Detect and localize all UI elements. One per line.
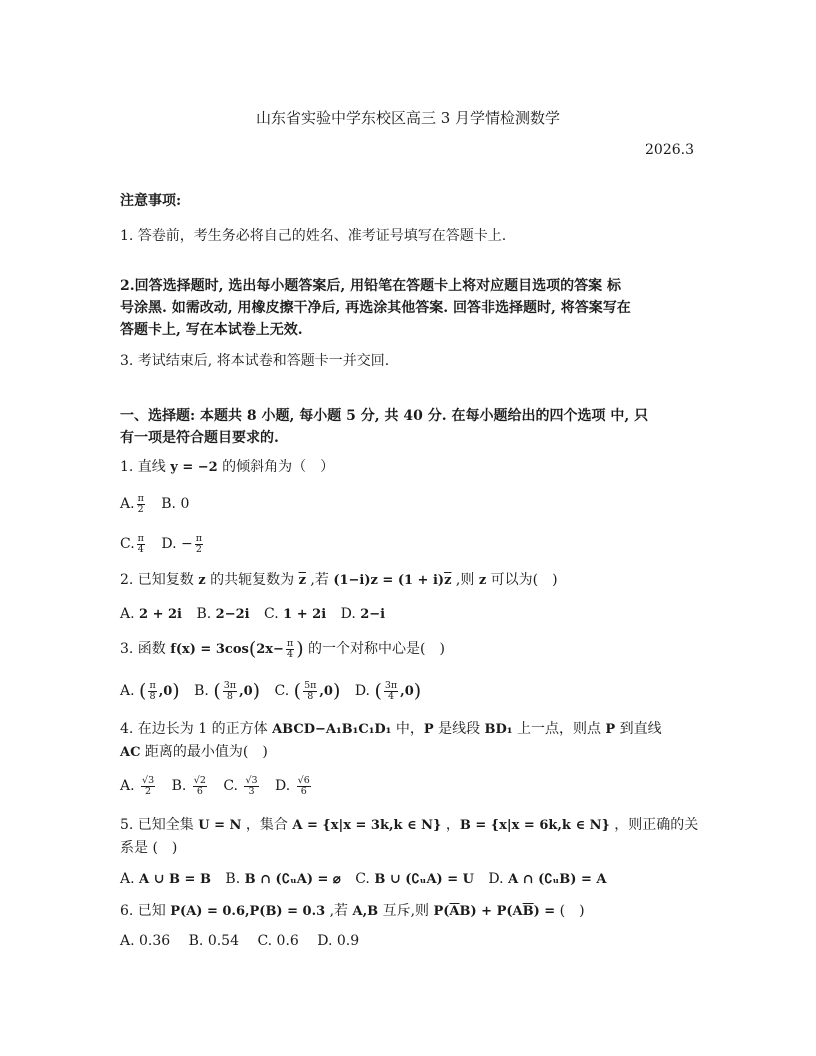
q4-option-c-denominator: 3 — [248, 785, 255, 797]
q4-point-p: P — [423, 722, 434, 737]
q5-option-d-label: D. — [488, 871, 509, 887]
q5-option-c-value: B ∪ (∁ᵤA) = U — [374, 872, 474, 887]
q4-point-p-2: P — [605, 722, 616, 737]
q4-option-b-numerator: √2 — [193, 774, 206, 786]
q3-function-denominator: 4 — [287, 648, 294, 660]
q4-line-2 — [120, 741, 700, 764]
section-heading-line-1: 一、选择题: 本题共 8 小题, 每小题 5 分, 共 40 分. 在每小题给出的四个选项 中, 只 — [120, 408, 649, 424]
q4-options — [120, 775, 700, 797]
q6-expr-part-1: P( — [433, 904, 450, 919]
q3-options: A. ( $\frac{\pi}{8}$ ,0) B. ( $\frac{3\pi}{8}$ ,0) C. ( $\frac{5\pi}{8}$ ,0) D. ( $\frac{3\pi}{4}$ ,0) — [120, 679, 422, 702]
q2-option-d-value: 2−i — [360, 607, 386, 622]
q4-option-d-label: D. — [275, 778, 295, 794]
q5-option-a-value: A ∪ B = B — [139, 872, 211, 887]
q5-options — [120, 868, 700, 891]
q6-expr-part-3: ) = — [533, 904, 556, 919]
note-item-3: 3. 考试结束后, 将本试卷和答题卡一并交回. — [120, 353, 390, 369]
q3-option-a-denominator: 8 — [149, 690, 156, 702]
q6-text-4: ( ) — [555, 903, 585, 919]
q4-option-d-numerator: √6 — [297, 774, 310, 786]
q6-expr-part-2: B) + P(A — [459, 904, 523, 919]
q2-z-2: z — [478, 573, 487, 588]
q1-option-a-label: A. — [120, 496, 135, 512]
q5-option-b-label: B. — [225, 871, 245, 887]
q5-text-4: ，则正确的关 — [609, 817, 699, 833]
q1-option-c-fraction — [137, 534, 145, 555]
q2-option-c-label: C. — [264, 606, 284, 622]
q4-option-c-numerator: √3 — [245, 774, 258, 786]
q4-text-6: 距离的最小值为( ) — [140, 744, 268, 760]
q2-option-c-value: 1 + 2i — [283, 607, 327, 622]
q3-option-c-tail: ,0 — [319, 684, 333, 699]
q2-option-b-label: B. — [196, 606, 216, 622]
q2-text-2: 的共轭复数为 — [205, 572, 299, 588]
q4-option-c-fraction — [244, 776, 258, 797]
question-2 — [120, 569, 700, 592]
q1-option-d-denominator: 2 — [195, 543, 202, 555]
q6-probabilities: P(A) = 0.6,P(B) = 0.3 — [170, 904, 326, 919]
q2-option-a-label: A. — [120, 606, 140, 622]
q3-option-b-label: B. — [194, 683, 214, 699]
q1-option-a-numerator: π — [137, 492, 144, 504]
q2-z: z — [198, 573, 206, 588]
q6-text-2: ,若 — [325, 903, 353, 919]
q2-text-1: 2. 已知复数 — [120, 572, 199, 588]
q1-option-c-label: C. — [120, 536, 135, 552]
q2-text-3: ,若 — [305, 572, 334, 588]
exam-date: 2026.3 — [645, 142, 694, 158]
q3-text-post: 的一个对称中心是( ) — [303, 641, 445, 657]
q3-option-b-denominator: 8 — [226, 690, 233, 702]
q6-text-1: 6. 已知 — [120, 903, 171, 919]
q3-option-c-fraction — [303, 681, 317, 702]
q3-option-b-fraction — [223, 681, 237, 702]
q6-expr-a-bar: $\overline{A}$ — [449, 904, 460, 919]
q6-options: A. 0.36 B. 0.54 C. 0.6 D. 0.9 — [120, 933, 360, 949]
q4-option-b-denominator: 6 — [196, 785, 203, 797]
q3-option-d-label: D. — [354, 683, 375, 699]
q3-function-fraction — [286, 639, 294, 660]
q3-option-b-tail: ,0 — [239, 684, 253, 699]
q5-option-b-value: B ∩ (∁ᵤA) = ⌀ — [244, 872, 341, 887]
note-item-1: 1. 答卷前，考生务必将自己的姓名、准考证号填写在答题卡上. — [120, 228, 507, 244]
q3-right-paren: ) — [296, 638, 304, 660]
q5-set-a: A = {x|x = 3k,k ∈ N} — [292, 818, 442, 833]
q2-option-b-value: 2−2i — [215, 607, 250, 622]
q3-option-c-numerator: 5π — [304, 679, 317, 691]
q1-option-a-denominator: 2 — [137, 503, 144, 515]
q4-text-2: 中， — [391, 721, 424, 737]
section-heading-line-2: 有一项是符合题目要求的. — [120, 430, 279, 446]
note-item-2 — [120, 275, 700, 341]
q5-set-b: B = {x|x = 6k,k ∈ N} — [459, 818, 610, 833]
q4-text-4: 上一点，则点 — [512, 721, 606, 737]
q1-options-row-2 — [120, 533, 700, 555]
q4-option-a-denominator: 2 — [145, 785, 152, 797]
q3-function-numerator: π — [286, 637, 294, 649]
q1-option-d-numerator: π — [195, 532, 202, 544]
q4-option-c-label: C. — [223, 778, 243, 794]
q2-equation-left: (1−i)z = (1 + i) — [333, 573, 445, 588]
q3-option-d-numerator: 3π — [384, 679, 398, 691]
q5-text-3: ， — [441, 817, 460, 833]
q3-text-pre: 3. 函数 — [120, 641, 171, 657]
q6-events: A,B — [352, 904, 379, 919]
question-4 — [120, 718, 700, 764]
q2-text-5: 可以为( ) — [486, 572, 558, 588]
q2-text-4: ,则 — [451, 572, 479, 588]
exam-title: 山东省实验中学东校区高三 3 月学情检测数学 — [255, 109, 561, 127]
q3-option-a-numerator: π — [149, 679, 156, 691]
q4-line-1 — [120, 718, 700, 741]
q6-text-3: 互斥,则 — [378, 903, 434, 919]
q1-option-c-denominator: 4 — [137, 543, 144, 555]
q3-option-d-denominator: 4 — [388, 690, 395, 702]
q4-option-d-denominator: 6 — [300, 785, 307, 797]
q4-text-1: 4. 在边长为 1 的正方体 — [120, 721, 273, 737]
q3-option-a-label: A. — [120, 683, 140, 699]
q4-text-3: 是线段 — [433, 721, 485, 737]
q5-option-a-label: A. — [120, 871, 140, 887]
q2-option-d-label: D. — [340, 606, 361, 622]
q3-option-b-numerator: 3π — [223, 679, 237, 691]
q4-option-a-numerator: √3 — [142, 774, 155, 786]
q4-text-5: 到直线 — [615, 721, 662, 737]
q1-text-post: 的倾斜角为（ ） — [217, 459, 335, 475]
q5-option-c-label: C. — [355, 871, 375, 887]
q3-option-a-fraction — [148, 681, 156, 702]
q1-option-b: B. 0 — [161, 496, 190, 512]
q2-equation-z-conjugate: $\overline{z}$ — [444, 573, 452, 588]
q5-universal-set: U = N — [198, 818, 242, 833]
question-5 — [120, 814, 700, 859]
question-3 — [120, 638, 700, 661]
q3-option-c-label: C. — [274, 683, 294, 699]
q3-function-head: f(x) = 3cos — [170, 642, 249, 657]
q3-option-d-tail: ,0 — [400, 684, 414, 699]
q1-text-pre: 1. 直线 — [120, 459, 171, 475]
q2-z-conjugate: $\overline{z}$ — [298, 573, 306, 588]
q4-option-a-fraction — [141, 776, 155, 797]
q3-option-d-fraction — [384, 681, 398, 702]
q3-left-paren: ( — [248, 638, 257, 660]
q4-option-b-label: B. — [171, 778, 191, 794]
q1-option-c-numerator: π — [137, 532, 144, 544]
note-item-2-line-1: 2.回答选择题时, 选出每小题答案后, 用铅笔在答题卡上将对应题目选项的答案 标 — [120, 278, 621, 294]
q2-options — [120, 603, 700, 626]
question-1 — [120, 456, 700, 479]
q4-option-d-fraction — [297, 776, 311, 797]
notes-heading: 注意事项: — [120, 193, 182, 209]
note-item-2-line-3: 答题卡上, 写在本试卷上无效. — [120, 322, 303, 338]
q5-line-1 — [120, 814, 700, 837]
note-item-2-line-2: 号涂黑. 如需改动, 用橡皮擦干净后, 再选涂其他答案. 回答非选择题时, 将答案写在 — [120, 300, 631, 316]
q5-text-2: ，集合 — [241, 817, 293, 833]
q5-text-1: 5. 已知全集 — [120, 817, 199, 833]
q4-cube: ABCD−A₁B₁C₁D₁ — [272, 722, 392, 737]
q3-function-arg: 2x− — [256, 642, 284, 657]
question-6 — [120, 900, 700, 923]
q4-option-a-label: A. — [120, 778, 140, 794]
q3-option-a-tail: ,0 — [158, 684, 173, 699]
q1-options-row-1 — [120, 493, 700, 515]
q1-option-a-fraction — [137, 494, 145, 515]
q4-line-ac: AC — [120, 745, 141, 760]
q1-option-d-fraction — [195, 534, 203, 555]
q4-option-b-fraction — [193, 776, 207, 797]
q5-line-2: 系是 ( ) — [120, 840, 178, 856]
section-heading — [120, 405, 700, 449]
q2-option-a-value: 2 + 2i — [139, 607, 182, 622]
q5-option-d-value: A ∩ (∁ᵤB) = A — [508, 872, 607, 887]
q1-expression: y = −2 — [170, 460, 218, 475]
q3-option-c-denominator: 8 — [307, 690, 314, 702]
q6-expr-b-bar: $\overline{B}$ — [522, 904, 534, 919]
q1-option-d-label: D. − — [161, 536, 193, 552]
q4-segment-bd1: BD₁ — [484, 722, 513, 737]
